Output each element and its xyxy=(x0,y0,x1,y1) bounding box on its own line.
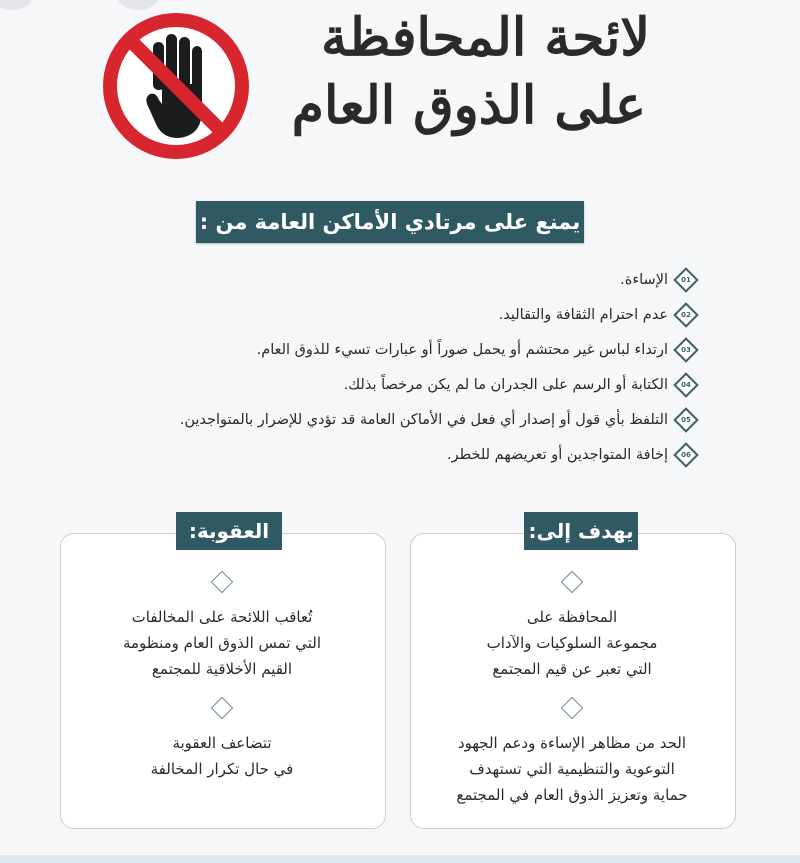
diamond-number-icon: 04 xyxy=(676,375,696,395)
list-item xyxy=(76,402,696,437)
stop-hand-icon xyxy=(96,6,256,166)
list-item xyxy=(76,367,696,402)
diamond-number-icon: 03 xyxy=(676,340,696,360)
aim-line: التي تعبر عن قيم المجتمع xyxy=(492,660,652,678)
aim-line: مجموعة السلوكيات والآداب xyxy=(486,634,658,652)
penalty-block-2 xyxy=(60,700,384,782)
penalty-line: تتضاعف العقوبة xyxy=(172,734,272,752)
corner-artifact xyxy=(0,0,32,10)
penalty-line: في حال تكرار المخالفة xyxy=(150,760,294,778)
penalty-line: التي تمس الذوق العام ومنظومة xyxy=(122,634,322,652)
list-item-text: عدم احترام الثقافة والتقاليد. xyxy=(498,306,668,323)
aim-block-2 xyxy=(410,700,734,808)
prohibition-banner: يمنع على مرتادي الأماكن العامة من : xyxy=(196,201,584,243)
list-item-text: الكتابة أو الرسم على الجدران ما لم يكن مرخصاً بذلك. xyxy=(343,376,668,393)
diamond-number-icon: 02 xyxy=(676,305,696,325)
diamond-number-icon: 05 xyxy=(676,410,696,430)
aim-line: الحد من مظاهر الإساءة ودعم الجهود xyxy=(457,734,687,752)
diamond-icon xyxy=(561,571,584,594)
bottom-edge xyxy=(0,855,800,863)
diamond-number-icon: 01 xyxy=(676,270,696,290)
title-line-2: على الذوق العام xyxy=(291,75,646,136)
prohibited-list xyxy=(76,262,696,472)
diamond-icon xyxy=(561,697,584,720)
list-item xyxy=(76,437,696,472)
penalty-label: العقوبة: xyxy=(176,512,282,550)
aim-line: المحافظة على xyxy=(526,608,618,626)
diamond-icon xyxy=(211,571,234,594)
aim-block-1 xyxy=(410,574,734,682)
page-title xyxy=(292,4,650,140)
penalty-line: تُعاقب اللائحة على المخالفات xyxy=(131,608,313,626)
title-line-1: لائحة المحافظة xyxy=(321,7,650,68)
penalty-line: القيم الأخلاقية للمجتمع xyxy=(151,660,293,678)
aim-label: يهدف إلى: xyxy=(524,512,638,550)
aim-line: حماية وتعزيز الذوق العام في المجتمع xyxy=(456,786,688,804)
list-item-text: الإساءة. xyxy=(620,271,668,288)
diamond-number-icon: 06 xyxy=(676,445,696,465)
penalty-block-1 xyxy=(60,574,384,682)
list-item-text: ارتداء لباس غير محتشم أو يحمل صوراً أو عبارات تسيء للذوق العام. xyxy=(256,341,668,358)
aim-line: التوعوية والتنظيمية التي تستهدف xyxy=(469,760,675,778)
list-item xyxy=(76,332,696,367)
list-item-text: إخافة المتواجدين أو تعريضهم للخطر. xyxy=(446,446,668,463)
list-item-text: التلفظ بأي قول أو إصدار أي فعل في الأماكن العامة قد تؤدي للإضرار بالمتواجدين. xyxy=(179,411,668,428)
list-item xyxy=(76,262,696,297)
diamond-icon xyxy=(211,697,234,720)
list-item xyxy=(76,297,696,332)
